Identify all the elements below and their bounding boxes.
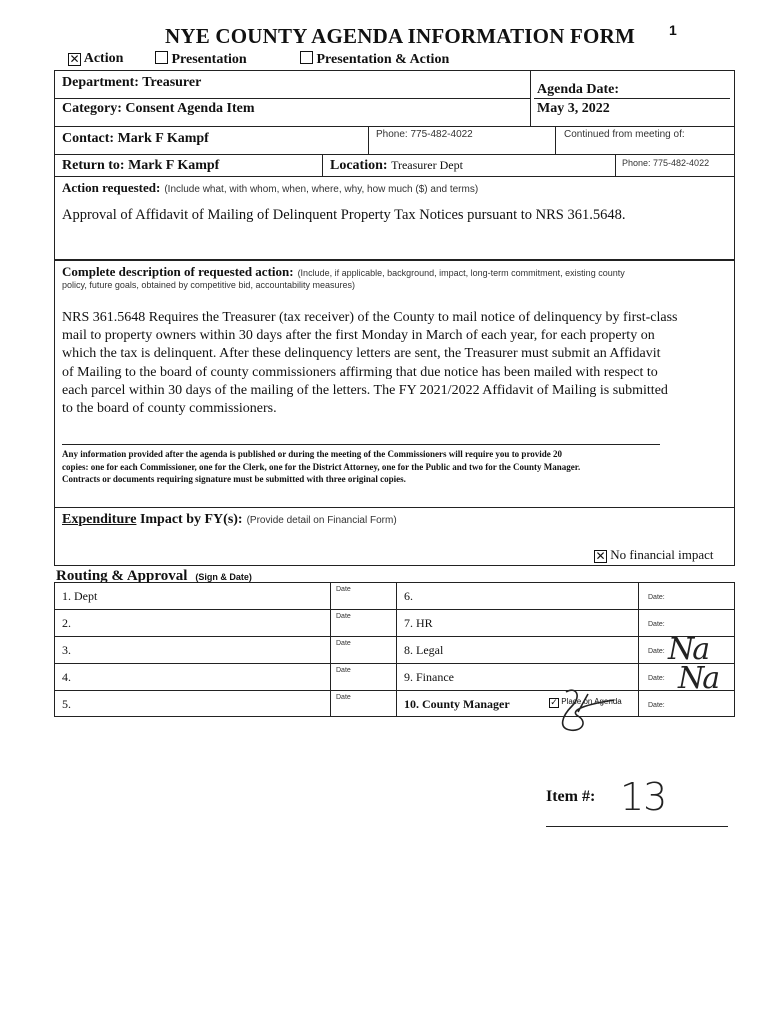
date-label: Date:	[648, 621, 665, 628]
routing-row-4[interactable]: 4.	[62, 670, 71, 684]
county-manager-signature	[548, 682, 638, 734]
presentation-action-checkbox[interactable]	[300, 51, 313, 64]
item-number-value[interactable]: 13	[620, 775, 667, 819]
submission-notice: Any information provided after the agenda is published or during the meeting of the Commissioners will require you to provide 20 copies: one for each Commissioner, one for the Clerk, one for the District Attorney, one for the Public and two for the County Manager. Contracts or documents requiring signature must be submitted with three original copies.	[62, 449, 581, 484]
action-checkbox[interactable]: ✕	[69, 52, 80, 66]
description-line: each parcel within 30 days of the mailing of the letters. The FY 2021/2022 Affidavit of Mailing is submitted	[62, 382, 668, 398]
item-number-label: Item #:	[546, 788, 596, 805]
option-presentation[interactable]: Presentation	[155, 51, 247, 68]
expenditure-header: Expenditure Impact by FY(s): (Provide detail on Financial Form)	[62, 512, 397, 527]
presentation-checkbox[interactable]	[155, 51, 168, 64]
routing-row-6[interactable]: 6.	[404, 589, 413, 603]
date-label: Date	[336, 640, 351, 647]
form-title: NYE COUNTY AGENDA INFORMATION FORM	[165, 24, 635, 48]
agenda-date: May 3, 2022	[537, 101, 610, 116]
no-financial-impact-checkbox[interactable]: ✕	[595, 549, 606, 563]
date-label: Date:	[648, 675, 665, 682]
action-requested-text[interactable]: Approval of Affidavit of Mailing of Delinquent Property Tax Notices pursuant to NRS 361.5648.	[62, 207, 626, 223]
action-requested-header: Action requested: (Include what, with whom, when, where, why, how much ($) and terms)	[62, 180, 479, 195]
no-financial-impact[interactable]: ✕ No financial impact	[595, 547, 714, 563]
routing-row-dept[interactable]: 1. Dept	[62, 589, 98, 603]
option-action[interactable]: ✕ Action	[69, 51, 124, 66]
routing-header: Routing & Approval (Sign & Date)	[56, 568, 252, 584]
page-number: 1	[669, 22, 677, 38]
location: Location: Treasurer Dept	[330, 158, 463, 173]
contact-phone: Phone: 775-482-4022	[376, 129, 473, 140]
category: Category: Consent Agenda Item	[62, 101, 255, 116]
agenda-date-label: Agenda Date:	[537, 82, 620, 97]
date-label: Date	[336, 694, 351, 701]
place-on-agenda[interactable]: ✓ Place on Agenda	[550, 697, 622, 708]
routing-row-hr[interactable]: 7. HR	[404, 616, 433, 630]
routing-row-3[interactable]: 3.	[62, 643, 71, 657]
return-to: Return to: Mark F Kampf	[62, 158, 220, 173]
routing-row-legal[interactable]: 8. Legal	[404, 643, 444, 657]
routing-row-2[interactable]: 2.	[62, 616, 71, 630]
contact: Contact: Mark F Kampf	[62, 131, 209, 146]
description-hint: policy, future goals, obtained by competitive bid, accountability measures)	[62, 280, 355, 290]
place-on-agenda-checkbox[interactable]: ✓	[550, 698, 558, 708]
continued-from: Continued from meeting of:	[564, 129, 685, 140]
description-line: which the tax is delinquent. After these delinquency letters are sent, the Treasurer must submit an Affidavit	[62, 346, 661, 362]
date-label: Date:	[648, 594, 665, 601]
description-line: to the board of county commissioners.	[62, 401, 277, 417]
date-label: Date	[336, 586, 351, 593]
description-line: of Mailing to the board of county commissioners affirming that due notice has been mailed with respect to	[62, 364, 658, 380]
date-label: Date	[336, 613, 351, 620]
description-header: Complete description of requested action: (Include, if applicable, background, impact, long-term commitment, existing county	[62, 264, 625, 279]
routing-row-finance[interactable]: 9. Finance	[404, 670, 454, 684]
date-label: Date:	[648, 648, 665, 655]
finance-signature: Na	[678, 661, 719, 696]
description-text[interactable]	[62, 309, 677, 418]
return-phone: Phone: 775-482-4022	[622, 158, 710, 168]
description-line: NRS 361.5648 Requires the Treasurer (tax receiver) of the County to mail notice of delinquency by first-class	[62, 310, 678, 325]
routing-row-5[interactable]: 5.	[62, 697, 71, 711]
routing-row-county-manager[interactable]: 10. County Manager	[404, 697, 510, 711]
department: Department: Treasurer	[62, 75, 202, 90]
option-presentation-action[interactable]: Presentation & Action	[300, 51, 449, 68]
description-line: mail to property owners within 30 days after the first Monday in March of each year, for each property on	[62, 328, 655, 344]
date-label: Date:	[648, 702, 665, 709]
date-label: Date	[336, 667, 351, 674]
legal-signature: Na	[668, 632, 709, 667]
